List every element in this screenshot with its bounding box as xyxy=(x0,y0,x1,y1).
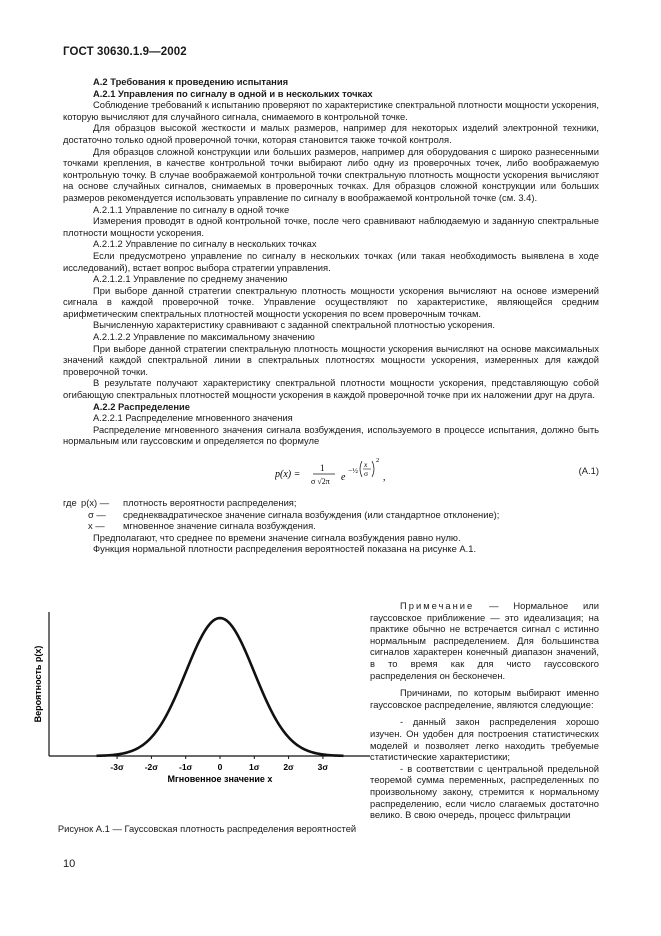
definition-symbol: x — xyxy=(88,520,105,532)
subsection-heading: А.2.1.2.1 Управление по среднему значению xyxy=(93,273,288,285)
paragraph: Вычисленную характеристику сравнивают с заданной спектральной плотностью ускорения. xyxy=(93,319,495,331)
formula-denominator: σ √2π xyxy=(311,477,330,486)
definition-row xyxy=(63,509,599,521)
section-heading-a21: А.2.1 Управления по сигналу в одной и в нескольких точках xyxy=(93,87,373,99)
x-tick-label: 3σ xyxy=(317,762,329,772)
main-text xyxy=(63,76,599,555)
where-word: где xyxy=(63,497,77,508)
note-paragraph: Причинами, по которым выбирают именно гауссовское распределение, являются следующие: xyxy=(370,687,599,710)
note-text: — Нормальное или гауссовское приближение — это идеализация; на практике обычно не встречается сигнал с истинно нормальным распределением. Для большинства сигналов характерен конечный диапазон значений, в то время как для чисто гауссовского распределения он бесконечен. xyxy=(370,600,599,681)
formula-lhs: p(x) = xyxy=(275,469,301,480)
paragraph: Предполагают, что среднее по времени значение сигнала возбуждения равно нулю. xyxy=(93,531,461,543)
definitions xyxy=(63,497,599,532)
figure-a1 xyxy=(32,602,372,820)
paren-left xyxy=(360,461,362,477)
paragraph: Для образцов высокой жесткости и малых размеров, например для некоторых изделий электронной техники, достаточно только одной проверочной точки, которая становится также точкой контроля. xyxy=(63,122,599,145)
paragraph: Измерения проводят в одной контрольной точке, после чего сравнивают наблюдаемую и заданную спектральные плотности мощности ускорения. xyxy=(63,215,599,238)
paragraph: Для образцов сложной конструкции или больших размеров, например для оборудования с широко разнесенными точками крепления, в качестве контрольной точки выбирают либо одну из проверочных точек, либо воображаемую контрольную точку. В случае воображаемой контрольной точки спектральную плотность мощности ускорения вычисляют на основе случайных сигналов, снимаемых в проверочных точках. Для образцов сложной конструкции или больших размеров рекомендуется использовать управление по сигналу в воображаемой контрольной точке (см. 3.4). xyxy=(63,145,599,203)
paragraph: Функция нормальной плотности распределения вероятностей показана на рисунке А.1. xyxy=(93,543,477,555)
definition-symbol: σ — xyxy=(88,508,106,520)
paragraph: В результате получают характеристику спектральной плотности мощности ускорения, представляющую собой огибающую спектральных плотностей мощности ускорения в каждой проверочной точке при их наложении друг на друга. xyxy=(63,377,599,401)
note-paragraph: - данный закон распределения хорошо изучен. Он удобен для построения статистических моделей и позволяет легко находить требуемые статистические характеристики; xyxy=(370,716,599,763)
definition-symbol: p(x) — xyxy=(81,497,110,508)
x-axis-label: Мгновенное значение x xyxy=(167,774,273,784)
subsection-heading: А.2.1.2.2 Управление по максимальному значению xyxy=(93,331,315,343)
note-paragraph xyxy=(370,600,599,681)
definition-row xyxy=(63,497,599,509)
y-axis-label: Вероятность p(x) xyxy=(33,645,43,723)
definition-row xyxy=(63,520,599,532)
paren-right xyxy=(372,461,374,477)
note-label: Примечание xyxy=(400,600,475,611)
document-header: ГОСТ 30630.1.9—2002 xyxy=(63,46,187,58)
formula-exp-den: σ xyxy=(364,469,369,478)
series-line-gaussian xyxy=(97,618,344,756)
x-tick-label: 1σ xyxy=(249,762,260,772)
subsection-heading: А.2.2.1 Распределение мгновенного значения xyxy=(93,412,293,424)
section-heading-a2: А.2 Требования к проведению испытания xyxy=(93,76,289,87)
page-number: 10 xyxy=(63,858,76,870)
formula-exp-coef: −½ xyxy=(348,466,358,475)
formula-expression xyxy=(275,455,405,495)
formula-e: e xyxy=(341,472,346,483)
definition-text: мгновенное значение сигнала возбуждения. xyxy=(123,520,316,532)
formula-a1 xyxy=(63,449,599,495)
formula-numerator: 1 xyxy=(320,463,325,473)
note-column xyxy=(370,600,599,821)
definition-text: плотность вероятности распределения; xyxy=(123,497,297,508)
x-tick-labels xyxy=(110,756,328,772)
x-tick-label: 2σ xyxy=(283,762,294,772)
figure-caption: Рисунок А.1 — Гауссовская плотность распределения вероятностей xyxy=(57,823,357,834)
paragraph: При выборе данной стратегии спектральную плотность мощности ускорения вычисляют на основе измерений сигнала в каждой проверочной точке. Управление осуществляют по характеристике, являющейся средним арифметическим спектральных плотностей мощности ускорения по всем проверочным точкам. xyxy=(63,284,599,319)
definition-text: среднеквадратическое значение сигнала возбуждения (или стандартное отклонение); xyxy=(123,508,500,520)
subsection-heading: А.2.1.2 Управление по сигналу в нескольких точках xyxy=(93,238,317,250)
section-heading-a22: А.2.2 Распределение xyxy=(93,400,191,412)
subsection-heading: А.2.1.1 Управление по сигналу в одной точке xyxy=(93,203,290,215)
formula-comma: , xyxy=(383,472,386,483)
gaussian-chart xyxy=(32,602,372,820)
formula-number: (А.1) xyxy=(578,465,599,476)
paragraph: Если предусмотрено управление по сигналу в нескольких точках (или такая необходимость выявлена в ходе исследований), встает вопрос выбора стратегии управления. xyxy=(63,249,599,273)
x-tick-label: -3σ xyxy=(110,762,124,772)
paragraph: Соблюдение требований к испытанию проверяют по характеристике спектральной плотности мощности ускорения, которую вычисляют для случайного сигнала, снимаемого в контрольной точке. xyxy=(63,99,599,122)
x-tick-label: 0 xyxy=(217,762,223,772)
formula-exp-pow: 2 xyxy=(376,457,380,464)
paragraph: Распределение мгновенного значения сигнала возбуждения, используемого в процессе испытания, должно быть нормальным или гауссовским и определяется по формуле xyxy=(63,423,599,447)
x-tick-label: -2σ xyxy=(144,762,159,772)
paragraph: При выборе данной стратегии спектральную плотность мощности ускорения вычисляют на основе максимальных значений каждой спектральной линии в спектральных плотностях мощности ускорения, измеренных для каждой проверочной точки. xyxy=(63,342,599,377)
formula-exp-num: x xyxy=(364,460,368,469)
x-tick-label: -1σ xyxy=(179,762,193,772)
note-paragraph: - в соответствии с центральной предельной теоремой сумма переменных, распределенных по произвольному закону, стремится к нормальному распределению, если число слагаемых достаточно велико. В свою очередь, процесс фильтрации xyxy=(370,762,599,821)
